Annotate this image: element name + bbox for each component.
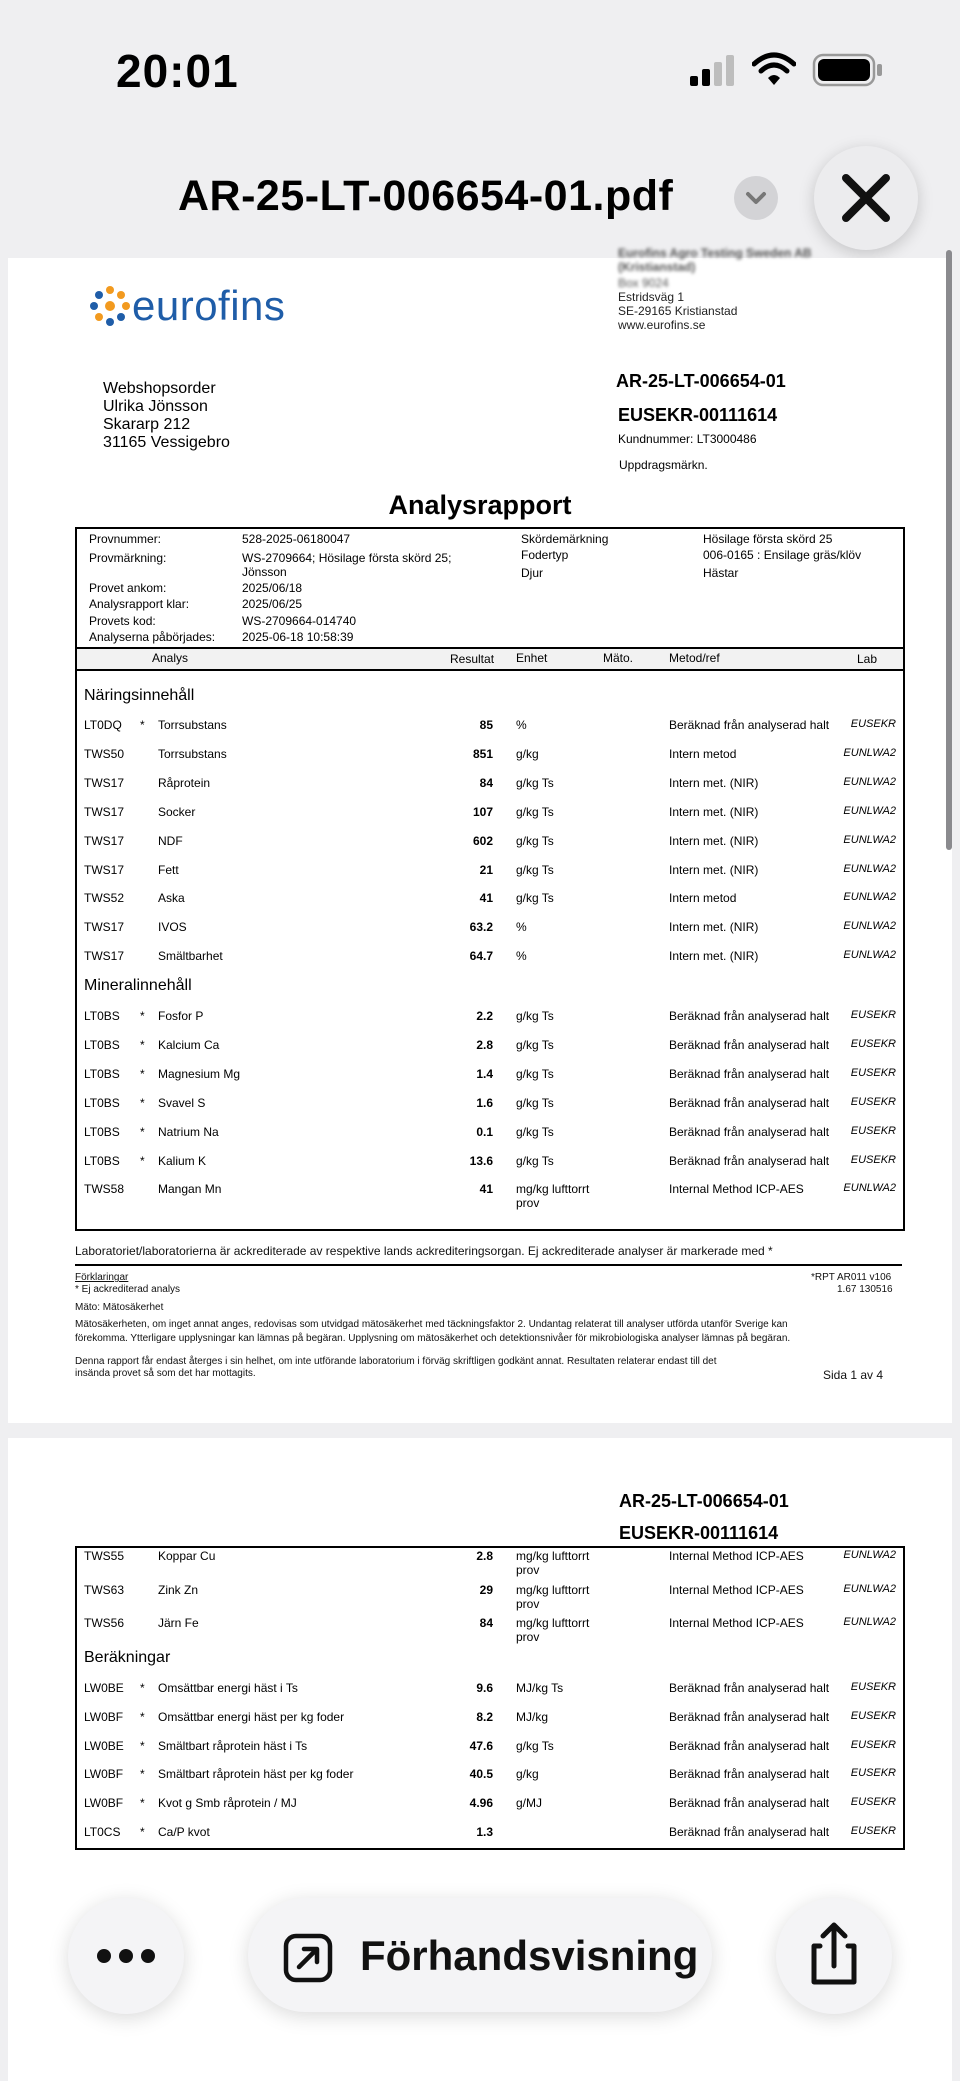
open-external-icon bbox=[282, 1932, 334, 1984]
cell-method: Beräknad från analyserad halt bbox=[669, 1009, 830, 1023]
cell-star: * bbox=[140, 1153, 145, 1168]
cell-code: LT0DQ bbox=[84, 718, 122, 732]
cell-lab: EUSEKR bbox=[850, 1738, 896, 1751]
cell-star: * bbox=[140, 1009, 145, 1023]
cell-code: TWS17 bbox=[84, 804, 125, 819]
column-header-metod: Metod/ref bbox=[669, 651, 720, 665]
recipient-line-2: Ulrika Jönsson bbox=[103, 398, 208, 415]
cell-unit: % bbox=[516, 920, 527, 935]
cell-val: 13.6 bbox=[469, 1153, 493, 1168]
cell-lab: EUSEKR bbox=[850, 1681, 896, 1693]
cell-method: Beräknad från analyserad halt bbox=[669, 1796, 830, 1811]
cell-val: 602 bbox=[472, 833, 493, 848]
cell-star: * bbox=[140, 1066, 145, 1081]
cell-unit: g/kg Ts bbox=[516, 862, 554, 877]
cell-method: Internal Method ICP-AES bbox=[669, 1616, 804, 1630]
cell-method: Intern met. (NIR) bbox=[669, 833, 759, 848]
recipient-line-3: Skararp 212 bbox=[103, 416, 191, 433]
recipient-line-4: 31165 Vessigebro bbox=[103, 434, 230, 451]
column-header-resultat: Resultat bbox=[450, 652, 495, 666]
cell-lab: EUSEKR bbox=[850, 1009, 896, 1021]
report-title: Analysrapport bbox=[388, 490, 572, 520]
cell-name: Fosfor P bbox=[158, 1009, 204, 1023]
cell-method: Intern met. (NIR) bbox=[669, 949, 759, 964]
cell-val: 41 bbox=[479, 1182, 493, 1197]
column-header-lab: Lab bbox=[857, 652, 878, 666]
more-dots-icon bbox=[68, 1898, 184, 2014]
cell-name: Järn Fe bbox=[158, 1616, 199, 1630]
cell-val: 0.1 bbox=[476, 1124, 493, 1139]
footer-text: Mätosäkerheten, om inget annat anges, redovisas som utvidgad mätosäkerhet med täckningsfaktor 2. Undantag relaterat till analyser utförda utanför Sverige kan bbox=[75, 1319, 788, 1330]
lab-name-2: (Kristianstad) bbox=[618, 260, 696, 274]
cell-unit: % bbox=[516, 718, 527, 732]
close-icon bbox=[814, 146, 918, 250]
cell-method: Internal Method ICP-AES bbox=[669, 1549, 804, 1563]
share-icon bbox=[776, 1898, 892, 2014]
cell-code: TWS63 bbox=[84, 1582, 125, 1597]
accreditation-note: Laboratoriet/laboratorierna är ackrediterade av respektive lands ackrediteringsorgan. Ej ackrediterade analyser är markerade med * bbox=[75, 1244, 773, 1258]
cell-unit: g/kg Ts bbox=[516, 1037, 554, 1052]
cell-val: 21 bbox=[479, 862, 493, 877]
cell-name: Mangan Mn bbox=[158, 1182, 222, 1197]
cell-method: Intern met. (NIR) bbox=[669, 804, 759, 819]
cell-lab: EUSEKR bbox=[850, 1825, 896, 1837]
cell-name: Smältbarhet bbox=[158, 949, 223, 964]
cell-method: Intern metod bbox=[669, 746, 737, 761]
cell-method: Beräknad från analyserad halt bbox=[669, 1153, 830, 1168]
close-button[interactable] bbox=[814, 146, 918, 250]
lab-web: www.eurofins.se bbox=[618, 318, 706, 332]
cell-unit2: prov bbox=[516, 1630, 540, 1644]
cell-lab: EUNLWA2 bbox=[843, 862, 896, 875]
lab-name: Eurofins Agro Testing Sweden AB bbox=[618, 246, 812, 260]
sample-value: 006-0165 : Ensilage gräs/klöv bbox=[703, 548, 862, 562]
page-number: Sida 1 av 4 bbox=[823, 1368, 884, 1382]
sample-value: Hösilage första skörd 25 bbox=[703, 532, 833, 546]
status-bar bbox=[0, 0, 960, 130]
cell-val: 2.2 bbox=[476, 1009, 493, 1023]
cell-unit: g/kg Ts bbox=[516, 1738, 554, 1753]
cell-code: LT0BS bbox=[84, 1066, 120, 1081]
cell-name: Zink Zn bbox=[158, 1582, 199, 1597]
cell-lab: EUNLWA2 bbox=[843, 1549, 896, 1561]
cell-code: TWS17 bbox=[84, 775, 125, 790]
cell-star: * bbox=[140, 1709, 145, 1724]
customer-number: Kundnummer: LT3000486 bbox=[618, 432, 757, 446]
cell-method: Beräknad från analyserad halt bbox=[669, 718, 830, 732]
cell-unit: mg/kg lufttorrt bbox=[516, 1616, 590, 1630]
cell-method: Intern met. (NIR) bbox=[669, 920, 759, 935]
cell-name: NDF bbox=[158, 833, 183, 848]
cell-val: 1.6 bbox=[476, 1095, 493, 1110]
cell-val: 2.8 bbox=[476, 1037, 493, 1052]
cell-code: LW0BF bbox=[84, 1796, 124, 1811]
footer-text: förekomma. Ytterligare upplysningar kan lämnas på begäran. Upplysning om mätosäkerhet och detektionsnivåer för mikrobiologiska analyser lämnas på begäran. bbox=[75, 1333, 791, 1344]
cell-code: LT0BS bbox=[84, 1095, 120, 1110]
report-number: AR-25-LT-006654-01 bbox=[616, 371, 786, 391]
cell-name: Råprotein bbox=[158, 775, 211, 790]
cell-lab: EUNLWA2 bbox=[843, 833, 896, 846]
cell-star: * bbox=[140, 718, 145, 732]
cell-lab: EUSEKR bbox=[850, 1095, 896, 1108]
cell-name: Svavel S bbox=[158, 1095, 206, 1110]
wifi-icon bbox=[752, 52, 796, 88]
cell-lab: EUNLWA2 bbox=[843, 746, 896, 759]
cell-star: * bbox=[140, 1095, 145, 1110]
sample-label: Fodertyp bbox=[521, 548, 569, 562]
cell-val: 107 bbox=[472, 804, 493, 819]
footer-divider bbox=[75, 1264, 902, 1266]
cell-name: Omsättbar energi häst per kg foder bbox=[158, 1709, 345, 1724]
sample-label: Analysrapport klar: bbox=[89, 597, 190, 611]
cell-name: Kalcium Ca bbox=[158, 1037, 220, 1052]
cell-code: TWS17 bbox=[84, 862, 125, 877]
report-code: EUSEKR-00111614 bbox=[618, 405, 778, 425]
cell-name: Torrsubstans bbox=[158, 746, 227, 761]
cell-lab: EUSEKR bbox=[850, 1066, 896, 1079]
cell-val: 4.96 bbox=[469, 1796, 493, 1811]
report-number-page-2: AR-25-LT-006654-01 bbox=[619, 1491, 789, 1511]
cell-name: Natrium Na bbox=[158, 1124, 219, 1139]
cell-name: Kvot g Smb råprotein / MJ bbox=[158, 1796, 297, 1811]
sample-label: Provmärkning: bbox=[89, 551, 167, 565]
section-heading: Beräkningar bbox=[84, 1649, 171, 1666]
lab-box: Box 9024 bbox=[618, 276, 669, 290]
cell-val: 9.6 bbox=[476, 1681, 493, 1695]
cell-lab: EUSEKR bbox=[850, 1037, 896, 1050]
footer-text: insända provet så som det har mottagits. bbox=[75, 1368, 256, 1379]
cell-method: Intern met. (NIR) bbox=[669, 775, 759, 790]
cell-lab: EUNLWA2 bbox=[843, 1616, 896, 1628]
cell-lab: EUSEKR bbox=[850, 1124, 896, 1137]
cell-name: Omsättbar energi häst i Ts bbox=[158, 1681, 298, 1695]
cell-name: Torrsubstans bbox=[158, 718, 227, 732]
cell-method: Internal Method ICP-AES bbox=[669, 1582, 804, 1597]
cell-unit: g/kg Ts bbox=[516, 775, 554, 790]
cell-code: LT0CS bbox=[84, 1825, 121, 1839]
cell-unit: mg/kg lufttorrt bbox=[516, 1582, 590, 1597]
cell-code: LT0BS bbox=[84, 1153, 120, 1168]
cell-lab: EUSEKR bbox=[850, 1709, 896, 1722]
cell-star: * bbox=[140, 1037, 145, 1052]
cell-code: TWS58 bbox=[84, 1182, 125, 1197]
eurofins-logo: eurofins bbox=[132, 282, 286, 329]
sample-label: Analyserna påbörjades: bbox=[89, 630, 216, 644]
cell-method: Beräknad från analyserad halt bbox=[669, 1066, 830, 1081]
cell-val: 64.7 bbox=[469, 949, 493, 964]
footer-text: 1.67 130516 bbox=[837, 1284, 893, 1295]
cell-code: TWS56 bbox=[84, 1616, 125, 1630]
chevron-down-icon bbox=[734, 176, 778, 220]
cellular-signal-icon bbox=[688, 54, 736, 86]
cell-val: 851 bbox=[472, 746, 493, 761]
sample-label: Djur bbox=[521, 566, 544, 580]
cell-val: 47.6 bbox=[469, 1738, 493, 1753]
cell-code: LW0BF bbox=[84, 1709, 124, 1724]
sample-value: 2025/06/18 bbox=[242, 581, 303, 595]
cell-code: LT0BS bbox=[84, 1037, 120, 1052]
cell-lab: EUSEKR bbox=[850, 1153, 896, 1166]
cell-method: Intern met. (NIR) bbox=[669, 862, 759, 877]
cell-lab: EUSEKR bbox=[850, 1767, 896, 1780]
cell-lab: EUSEKR bbox=[850, 1796, 896, 1809]
cell-method: Intern metod bbox=[669, 891, 737, 906]
lab-street: Estridsväg 1 bbox=[618, 290, 685, 304]
cell-unit: g/kg bbox=[516, 746, 539, 761]
column-header-mato: Mäto. bbox=[603, 651, 634, 665]
sample-label: Provnummer: bbox=[89, 532, 162, 546]
cell-name: Smältbart råprotein häst per kg foder bbox=[158, 1767, 354, 1782]
cell-star: * bbox=[140, 1796, 145, 1811]
eurofins-logo-icon bbox=[88, 284, 132, 328]
document-title: AR-25-LT-006654-01.pdf bbox=[178, 172, 674, 220]
more-button[interactable] bbox=[68, 1898, 184, 2014]
cell-val: 8.2 bbox=[476, 1709, 493, 1724]
title-menu-button[interactable] bbox=[734, 176, 778, 220]
footer-text: *RPT AR011 v106 bbox=[811, 1272, 892, 1283]
cell-val: 85 bbox=[479, 718, 493, 732]
cell-val: 40.5 bbox=[469, 1767, 493, 1782]
sample-value: WS-2709664; Hösilage första skörd 25; bbox=[242, 551, 452, 565]
cell-val: 1.3 bbox=[476, 1825, 493, 1839]
sample-value: 2025-06-18 10:58:39 bbox=[242, 630, 354, 644]
column-header-enhet: Enhet bbox=[516, 651, 548, 665]
cell-method: Beräknad från analyserad halt bbox=[669, 1738, 830, 1753]
sample-value: Jönsson bbox=[242, 565, 287, 579]
scrollbar[interactable] bbox=[946, 250, 952, 850]
cell-unit: g/kg Ts bbox=[516, 804, 554, 819]
cell-name: Fett bbox=[158, 862, 179, 877]
lab-city: SE-29165 Kristianstad bbox=[618, 304, 738, 318]
cell-method: Internal Method ICP-AES bbox=[669, 1182, 804, 1197]
cell-method: Beräknad från analyserad halt bbox=[669, 1825, 830, 1839]
share-button[interactable] bbox=[776, 1898, 892, 2014]
cell-unit: g/kg Ts bbox=[516, 1095, 554, 1110]
cell-val: 29 bbox=[479, 1582, 493, 1597]
cell-method: Beräknad från analyserad halt bbox=[669, 1709, 830, 1724]
cell-star: * bbox=[140, 1825, 145, 1839]
cell-star: * bbox=[140, 1767, 145, 1782]
cell-method: Beräknad från analyserad halt bbox=[669, 1767, 830, 1782]
sample-value: 2025/06/25 bbox=[242, 597, 303, 611]
cell-unit: mg/kg lufttorrt bbox=[516, 1549, 590, 1563]
cell-lab: EUSEKR bbox=[850, 718, 896, 730]
status-time: 20:01 bbox=[116, 45, 239, 97]
cell-code: LT0BS bbox=[84, 1009, 120, 1023]
cell-method: Beräknad från analyserad halt bbox=[669, 1037, 830, 1052]
sample-label: Provet ankom: bbox=[89, 581, 167, 595]
cell-unit: g/kg Ts bbox=[516, 1124, 554, 1139]
cell-name: Koppar Cu bbox=[158, 1549, 216, 1563]
footer-text: Denna rapport får endast återges i sin helhet, om inte utförande laboratorium i förväg skriftligen godkänt annat. Resultaten relaterar endast till det bbox=[75, 1356, 717, 1367]
cell-star: * bbox=[140, 1124, 145, 1139]
sample-value: WS-2709664-014740 bbox=[242, 614, 357, 628]
cell-unit2: prov bbox=[516, 1563, 540, 1577]
order-reference: Uppdragsmärkn. bbox=[619, 458, 708, 472]
cell-name: Socker bbox=[158, 804, 196, 819]
report-code-page-2: EUSEKR-00111614 bbox=[619, 1523, 779, 1543]
cell-code: TWS17 bbox=[84, 949, 125, 964]
cell-lab: EUNLWA2 bbox=[843, 891, 896, 904]
cell-method: Beräknad från analyserad halt bbox=[669, 1095, 830, 1110]
cell-unit: MJ/kg Ts bbox=[516, 1681, 564, 1695]
recipient-line-1: Webshopsorder bbox=[103, 380, 216, 397]
cell-code: TWS50 bbox=[84, 746, 125, 761]
cell-unit: g/kg Ts bbox=[516, 1153, 554, 1168]
cell-code: LT0BS bbox=[84, 1124, 120, 1139]
cell-unit: g/kg Ts bbox=[516, 1009, 554, 1023]
cell-lab: EUNLWA2 bbox=[843, 775, 896, 788]
preview-button-label: Förhandsvisning bbox=[360, 1932, 699, 1979]
sample-label: Skördemärkning bbox=[521, 532, 609, 546]
cell-unit: mg/kg lufttorrt bbox=[516, 1182, 590, 1197]
battery-icon bbox=[812, 52, 884, 88]
cell-lab: EUNLWA2 bbox=[843, 920, 896, 933]
sample-value: 528-2025-06180047 bbox=[242, 532, 351, 546]
cell-unit: g/MJ bbox=[516, 1796, 543, 1811]
cell-star: * bbox=[140, 1681, 145, 1695]
cell-lab: EUNLWA2 bbox=[843, 1182, 896, 1195]
cell-method: Beräknad från analyserad halt bbox=[669, 1124, 830, 1139]
cell-val: 41 bbox=[479, 891, 493, 906]
column-header-analys: Analys bbox=[152, 651, 189, 665]
cell-name: Ca/P kvot bbox=[158, 1825, 210, 1839]
cell-code: LW0BE bbox=[84, 1738, 124, 1753]
section-heading: Mineralinnehåll bbox=[84, 977, 192, 994]
cell-name: Aska bbox=[158, 891, 185, 906]
cell-unit: g/kg Ts bbox=[516, 1066, 554, 1081]
cell-lab: EUNLWA2 bbox=[843, 1582, 896, 1595]
cell-val: 2.8 bbox=[476, 1549, 493, 1563]
cell-unit2: prov bbox=[516, 1196, 540, 1211]
cell-name: Magnesium Mg bbox=[158, 1066, 241, 1081]
cell-unit: g/kg Ts bbox=[516, 833, 554, 848]
cell-unit: g/kg Ts bbox=[516, 891, 554, 906]
cell-val: 1.4 bbox=[476, 1066, 493, 1081]
cell-val: 84 bbox=[479, 775, 493, 790]
cell-star: * bbox=[140, 1738, 145, 1753]
cell-name: Smältbart råprotein häst i Ts bbox=[158, 1738, 308, 1753]
cell-code: LW0BF bbox=[84, 1767, 124, 1782]
cell-method: Beräknad från analyserad halt bbox=[669, 1681, 830, 1695]
sample-label: Provets kod: bbox=[89, 614, 156, 628]
cell-unit: MJ/kg bbox=[516, 1709, 549, 1724]
cell-code: TWS17 bbox=[84, 920, 125, 935]
cell-val: 63.2 bbox=[469, 920, 493, 935]
cell-code: LW0BE bbox=[84, 1681, 124, 1695]
cell-lab: EUNLWA2 bbox=[843, 949, 896, 962]
cell-code: TWS55 bbox=[84, 1549, 125, 1563]
cell-name: IVOS bbox=[158, 920, 187, 935]
footer-legend: Förklaringar bbox=[75, 1272, 129, 1283]
cell-val: 84 bbox=[479, 1616, 493, 1630]
cell-unit2: prov bbox=[516, 1596, 540, 1611]
cell-name: Kalium K bbox=[158, 1153, 207, 1168]
footer-text: * Ej ackrediterad analys bbox=[75, 1284, 181, 1295]
cell-code: TWS17 bbox=[84, 833, 125, 848]
section-heading: Näringsinnehåll bbox=[84, 687, 195, 704]
cell-unit: % bbox=[516, 949, 527, 964]
cell-code: TWS52 bbox=[84, 891, 125, 906]
footer-text: Mäto: Mätosäkerhet bbox=[75, 1302, 164, 1313]
cell-lab: EUNLWA2 bbox=[843, 804, 896, 817]
cell-unit: g/kg bbox=[516, 1767, 539, 1782]
sample-value: Hästar bbox=[703, 566, 739, 580]
